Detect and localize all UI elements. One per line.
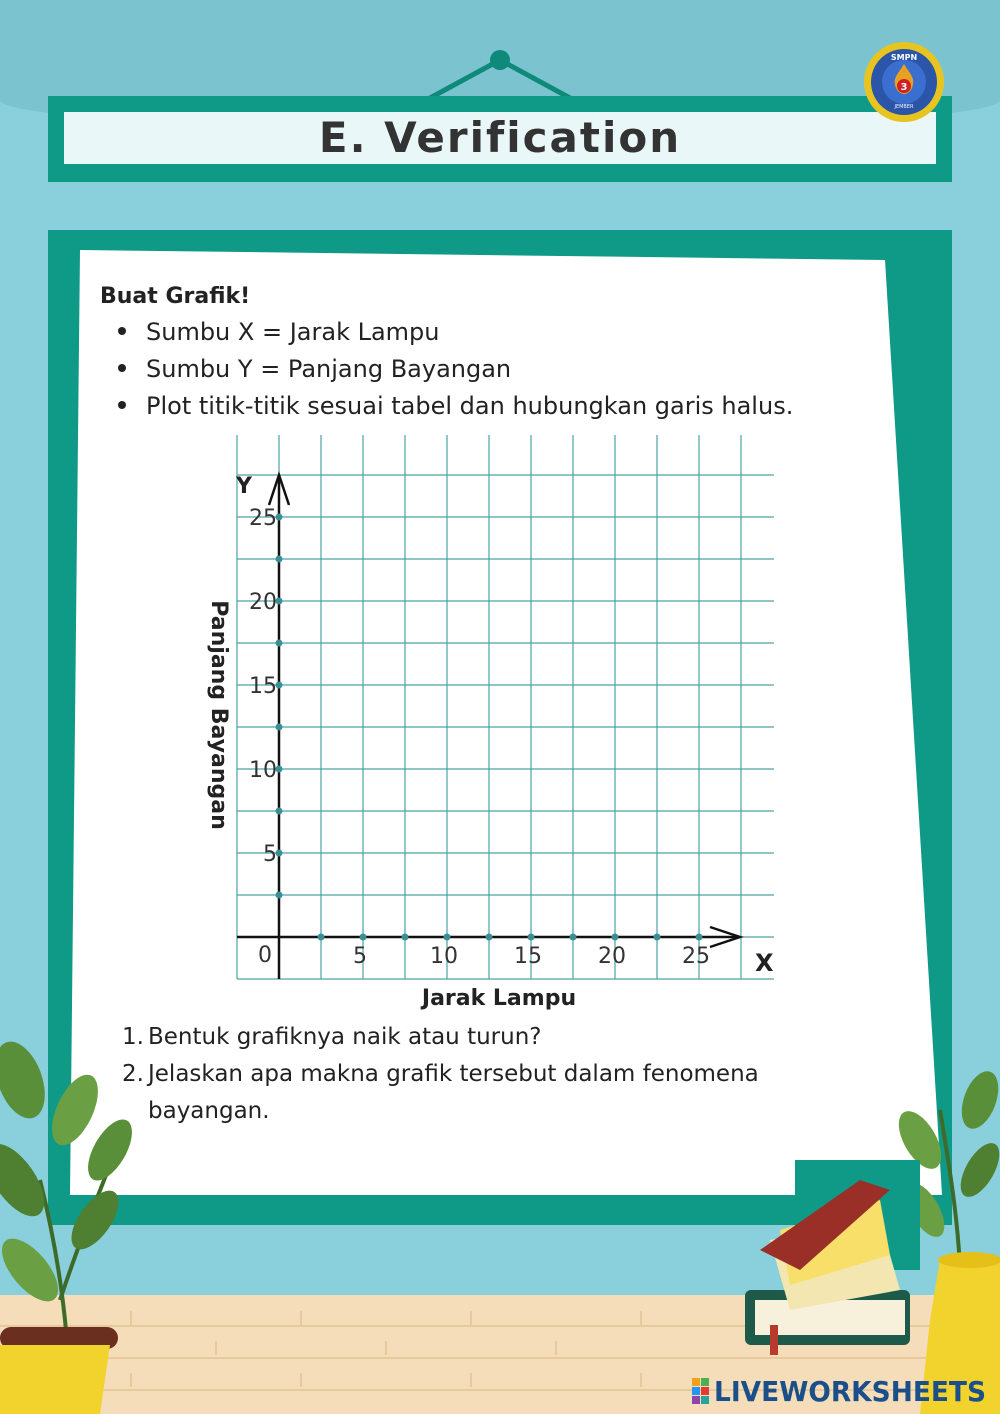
- x-axis-name: X: [755, 949, 774, 977]
- y-axis-label: Panjang Bayangan: [206, 600, 231, 830]
- y-tick-dot: [276, 808, 283, 815]
- question-2: 2. Jelaskan apa makna grafik tersebut dalam fenomena: [122, 1061, 759, 1087]
- x-tick-dot: [444, 934, 451, 941]
- y-tick-dot: [276, 892, 283, 899]
- x-tick-label: 25: [682, 944, 710, 969]
- x-tick-dot: [360, 934, 367, 941]
- y-tick-dot: [276, 640, 283, 647]
- question-1: 1. Bentuk grafiknya naik atau turun?: [122, 1024, 542, 1050]
- y-tick-dot: [276, 556, 283, 563]
- bullet-item: Sumbu X = Jarak Lampu: [118, 318, 440, 346]
- liveworksheets-watermark: [692, 1372, 992, 1408]
- y-tick-label: 20: [249, 590, 277, 615]
- x-tick-dot: [486, 934, 493, 941]
- bullet-dot: [118, 401, 126, 409]
- watermark-text: LIVEWORKSHEETS: [714, 1375, 986, 1408]
- logo-number: 3: [900, 82, 908, 93]
- x-tick-dot: [696, 934, 703, 941]
- x-tick-dot: [528, 934, 535, 941]
- grid-lines: [237, 435, 774, 979]
- page-title: E. Verification: [318, 113, 682, 162]
- x-axis-label: Jarak Lampu: [421, 986, 577, 1011]
- plant-left-decoration: [0, 1040, 150, 1414]
- logo-bottom-text: JEMBER: [894, 104, 914, 110]
- y-tick-label: 15: [249, 674, 277, 699]
- books-decoration: [740, 1160, 920, 1370]
- x-tick-dot: [402, 934, 409, 941]
- x-tick-dot: [570, 934, 577, 941]
- bullet-item: Sumbu Y = Panjang Bayangan: [118, 355, 511, 383]
- heading: Buat Grafik!: [100, 284, 251, 309]
- school-logo: [862, 40, 946, 124]
- y-axis-name: Y: [236, 474, 252, 499]
- x-tick-label: 10: [430, 944, 458, 969]
- bullet-item: Plot titik-titik sesuai tabel dan hubungkan garis halus.: [118, 392, 793, 420]
- x-tick-label: 15: [514, 944, 542, 969]
- y-tick-label: 10: [249, 758, 277, 783]
- logo-top-text: SMPN: [890, 53, 918, 62]
- graph-grid-chart: [190, 425, 790, 1025]
- y-tick-label: 25: [249, 506, 277, 531]
- x-tick-dot: [612, 934, 619, 941]
- bullet-dot: [118, 364, 126, 372]
- bullet-dot: [118, 327, 126, 335]
- x-tick-dot: [318, 934, 325, 941]
- question-2-continued: bayangan.: [148, 1098, 270, 1124]
- x-tick-label: 5: [353, 944, 367, 969]
- tick-labels: [249, 506, 710, 969]
- x-tick-dot: [654, 934, 661, 941]
- y-tick-label: 5: [263, 842, 277, 867]
- x-tick-label: 20: [598, 944, 626, 969]
- y-tick-dot: [276, 724, 283, 731]
- origin-label: 0: [258, 943, 272, 968]
